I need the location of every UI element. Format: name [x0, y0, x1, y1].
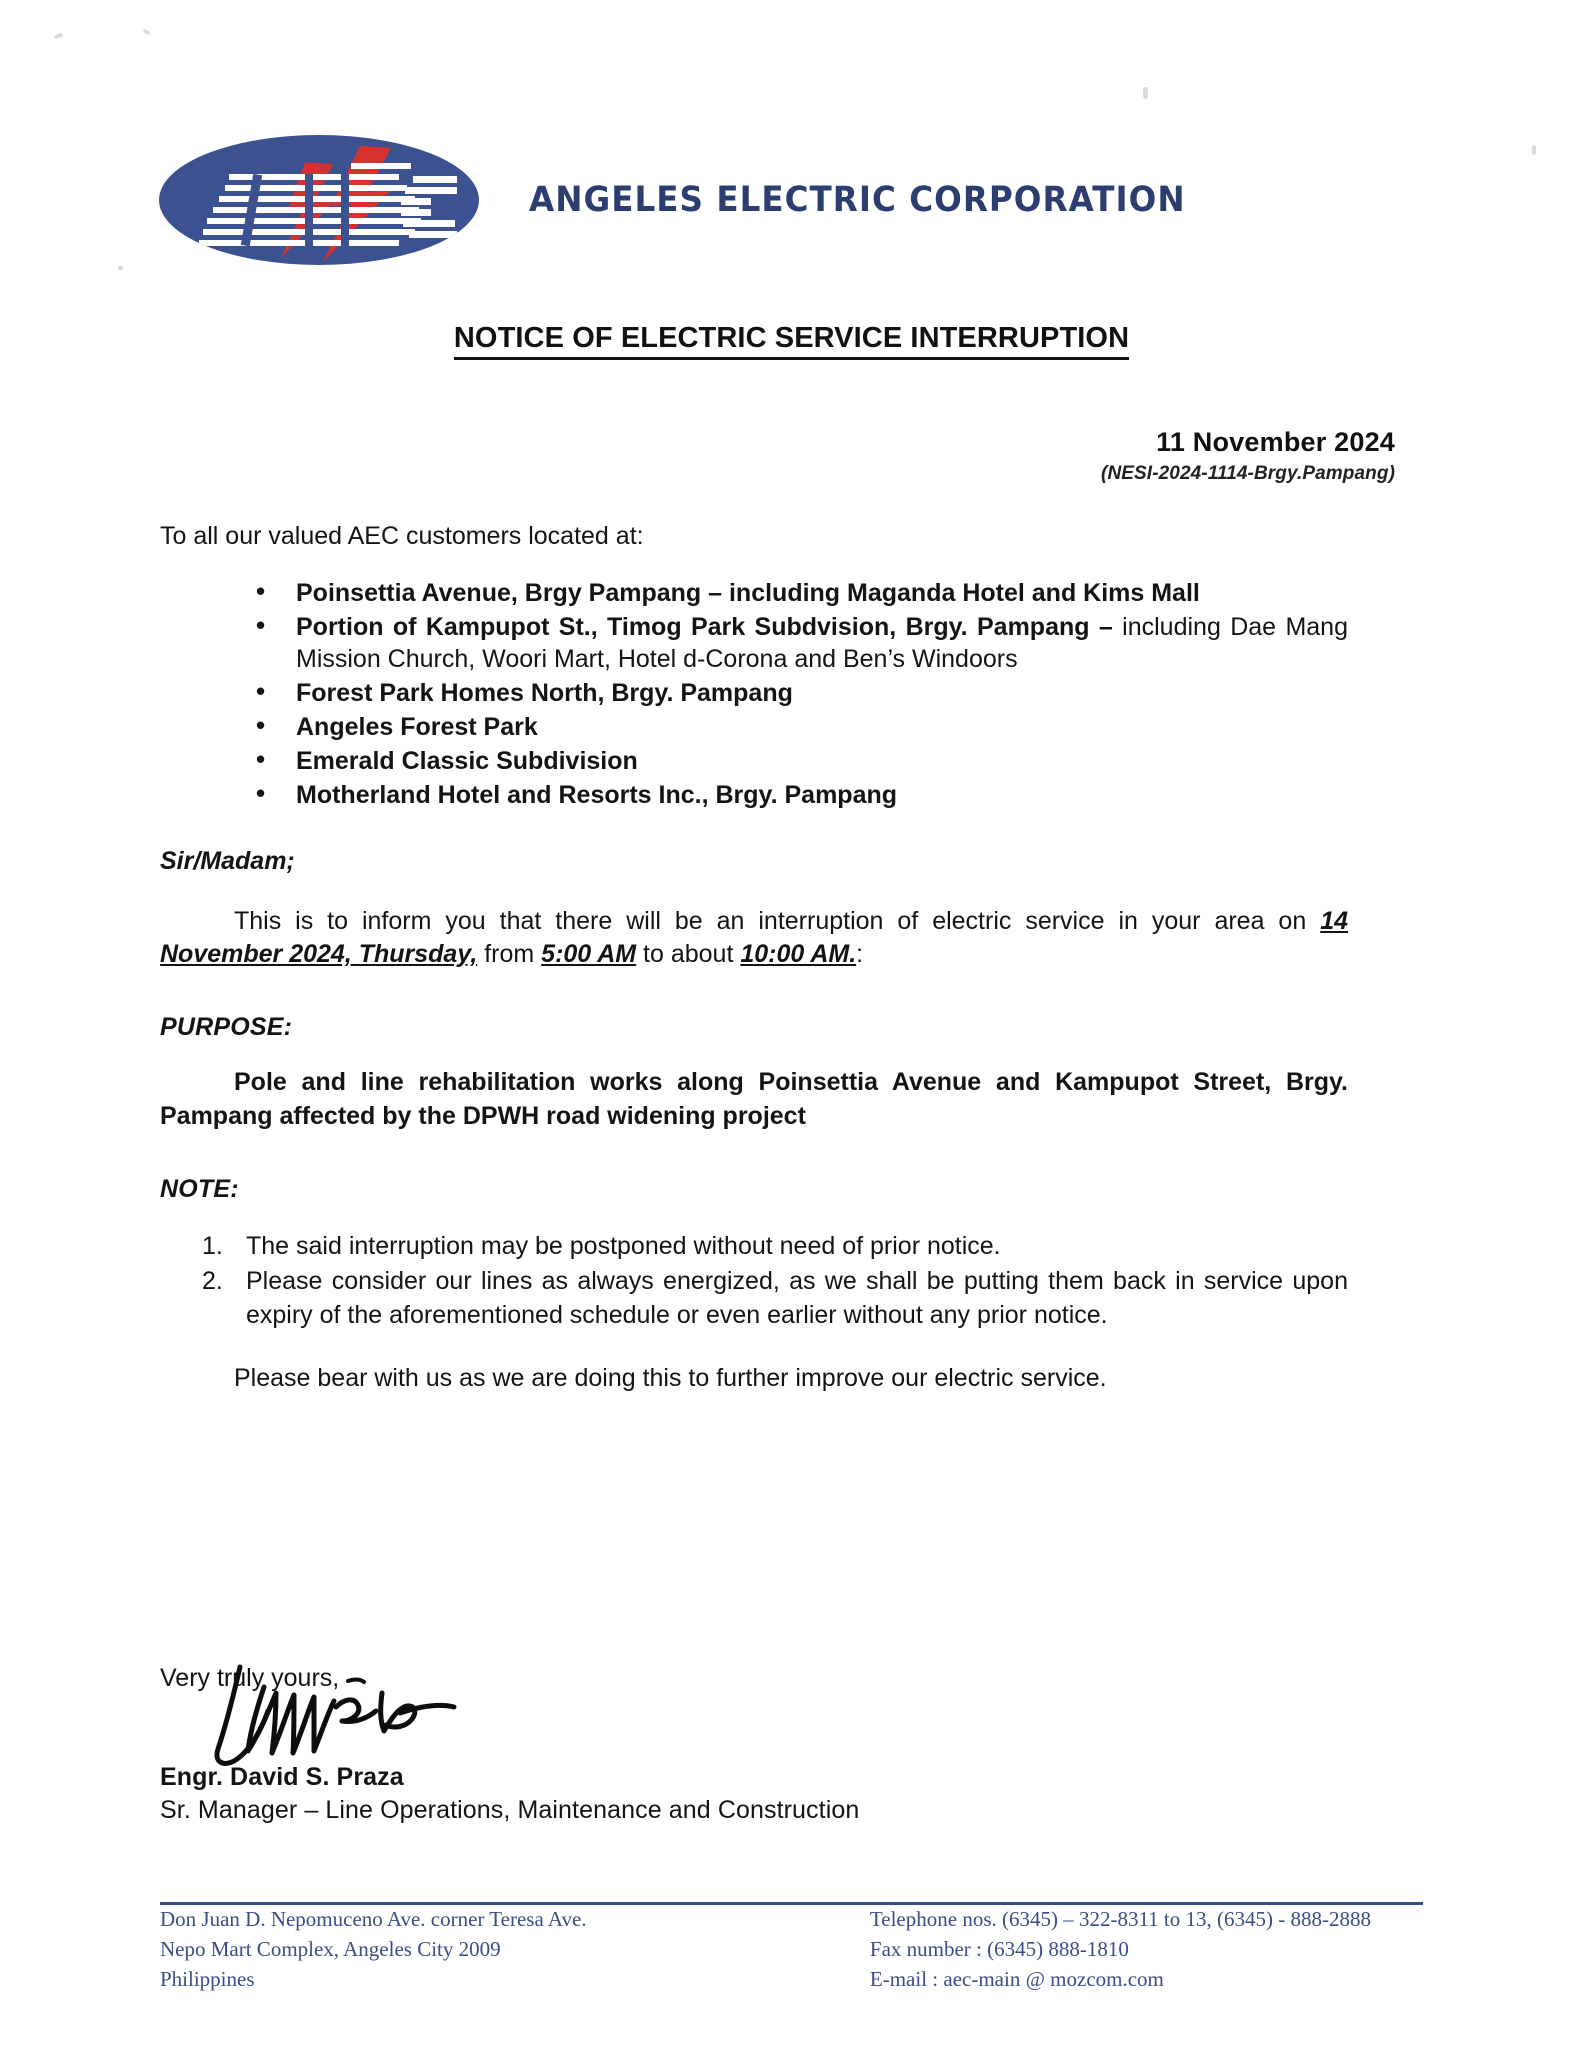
area-name: Emerald Classic Subdivision [296, 747, 638, 776]
start-time: 5:00 AM [541, 939, 637, 968]
list-item: The said interruption may be postponed without need of prior notice. [246, 1232, 1001, 1260]
scan-speck [1532, 145, 1536, 155]
signature-block [160, 1664, 859, 1825]
list-item [248, 711, 1348, 743]
note-label: NOTE: [160, 1174, 239, 1203]
notice-date: 11 November 2024 [1156, 427, 1395, 457]
notice-part-4: : [856, 939, 864, 968]
document-body [160, 520, 1348, 1395]
footer-address [160, 1905, 587, 1994]
email-line: E-mail : aec-main @ mozcom.com [869, 1966, 1164, 1991]
address-line: Philippines [160, 1966, 255, 1991]
address-line: Don Juan D. Nepomuceno Ave. corner Teresa Ave. [160, 1907, 587, 1931]
notice-paragraph [160, 905, 1348, 972]
area-name: Angeles Forest Park [296, 713, 538, 742]
notice-part-2: from [477, 939, 542, 968]
valediction: Very truly yours, [160, 1664, 340, 1692]
list-item [248, 677, 1348, 709]
signer-name: Engr. David S. Praza [160, 1763, 404, 1791]
interruption-date: 14 November 2024, Thursday, [160, 906, 1348, 968]
list-item: Please consider our lines as always energized, as we shall be putting them back in service upon expiry of the aforementioned schedule or even earlier without any prior notice. [246, 1267, 1348, 1329]
affected-areas-list [160, 577, 1348, 811]
notes-list [160, 1230, 1348, 1332]
date-block [1101, 427, 1395, 485]
scan-speck [118, 266, 123, 270]
area-name: Poinsettia Avenue, Brgy Pampang – including Maganda Hotel and Kims Mall [296, 579, 1200, 608]
list-item [248, 779, 1348, 811]
end-time: 10:00 AM. [740, 939, 857, 968]
company-name: ANGELES ELECTRIC CORPORATION [529, 180, 1186, 220]
area-name: Forest Park Homes North, Brgy. Pampang [296, 679, 793, 708]
reference-number: (NESI-2024-1114-Brgy.Pampang) [1101, 463, 1395, 484]
area-name: Motherland Hotel and Resorts Inc., Brgy. Pampang [296, 781, 898, 810]
list-item [248, 577, 1348, 609]
list-item [248, 745, 1348, 777]
address-line: Nepo Mart Complex, Angeles City 2009 [160, 1936, 501, 1961]
aec-logo-icon [155, 132, 483, 268]
area-detail: including Dae Mang Mission Church, Woori Mart, Hotel d-Corona and Ben’s Windoors [296, 613, 1348, 674]
salutation: Sir/Madam; [160, 847, 295, 876]
scan-speck [1143, 87, 1148, 99]
telephone-line: Telephone nos. (6345) – 322-8311 to 13, (6345) - 888-2888 [869, 1907, 1371, 1931]
scan-speck [54, 33, 64, 40]
page-title [0, 322, 1583, 355]
letterhead [155, 132, 1235, 268]
page-title-text: NOTICE OF ELECTRIC SERVICE INTERRUPTION [454, 322, 1129, 360]
notice-part-3: to about [636, 939, 741, 968]
signer-title: Sr. Manager – Line Operations, Maintenance and Construction [160, 1796, 860, 1824]
purpose-label: PURPOSE: [160, 1013, 293, 1041]
intro-line: To all our valued AEC customers located at: [160, 522, 644, 550]
footer-contact [870, 1905, 1371, 1994]
scan-speck [142, 28, 150, 35]
purpose-text: Pole and line rehabilitation works along Poinsettia Avenue and Kampupot Street, Brgy. Pampang affected by the DPWH road widening project [160, 1068, 1348, 1130]
fax-line: Fax number : (6345) 888-1810 [869, 1936, 1129, 1961]
footer [160, 1905, 1423, 1994]
signature-image [160, 1679, 590, 1763]
notice-part-1: This is to inform you that there will be an interruption of electric service in your area on [234, 906, 1321, 935]
list-item [248, 611, 1348, 675]
closing-paragraph: Please bear with us as we are doing this to further improve our electric service. [234, 1363, 1107, 1392]
area-name: Portion of Kampupot St., Timog Park Subdvision, Brgy. Pampang – [296, 613, 1123, 642]
